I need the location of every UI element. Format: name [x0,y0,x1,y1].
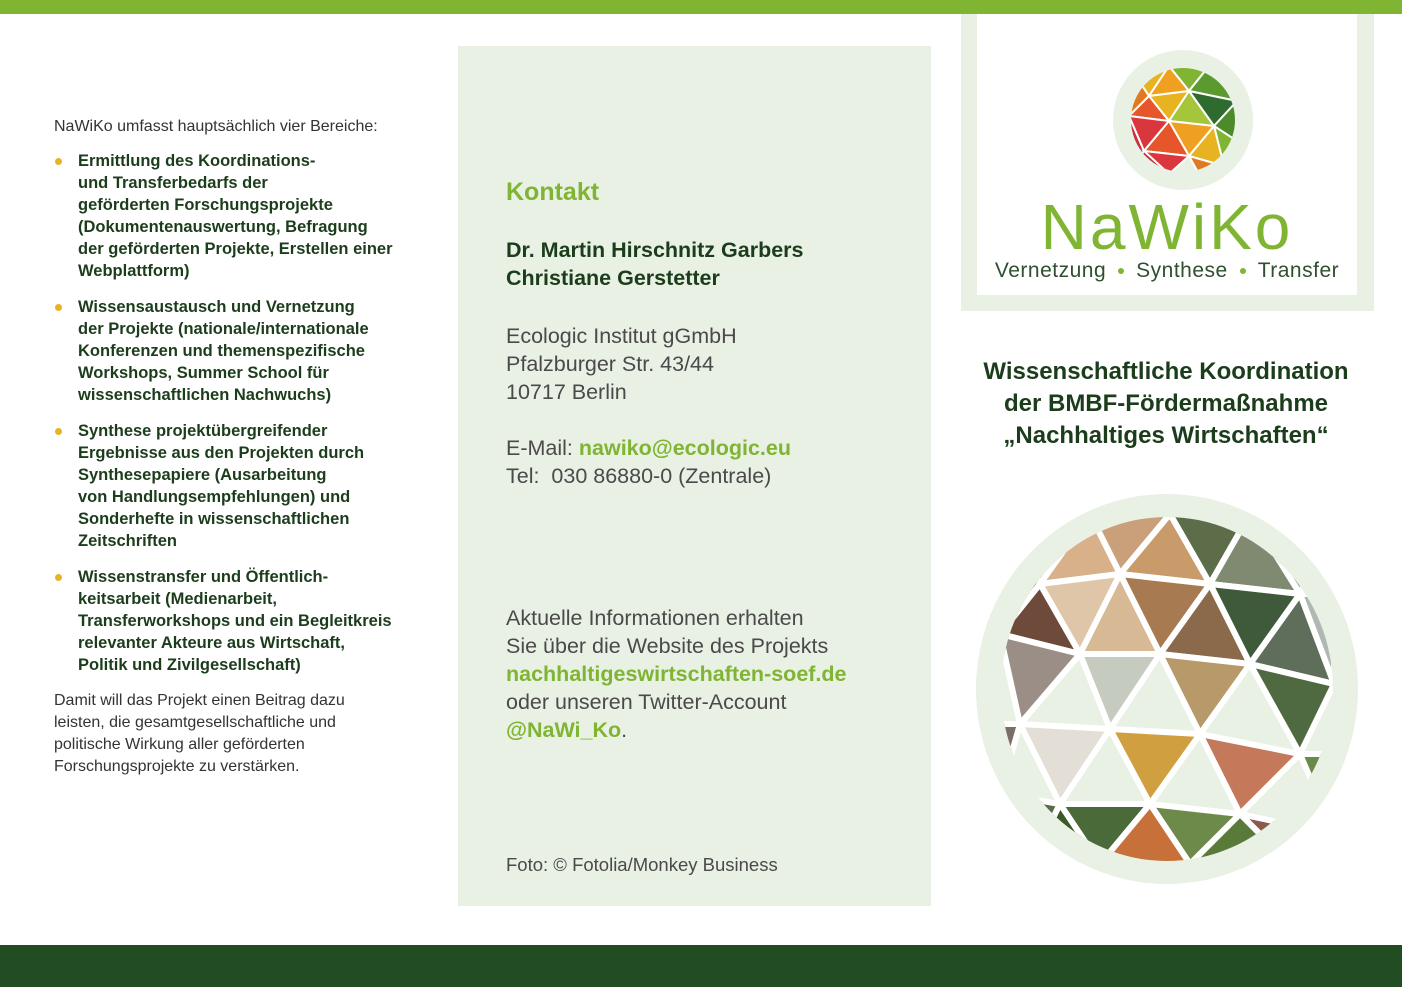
contact-panel [458,46,931,906]
email-link[interactable]: nawiko@ecologic.eu [578,436,791,460]
top-accent-bar [0,0,1402,14]
tagline-item: Vernetzung [994,259,1107,282]
list-item [54,296,424,406]
logo-box [961,14,1374,311]
email-label: E-Mail: [506,436,579,460]
tagline-dot-icon [1118,268,1124,274]
info-text [506,604,847,744]
twitter-suffix: . [621,718,628,742]
logo-card [977,14,1357,295]
list-item [54,420,424,552]
info-line: oder unseren Twitter-Account [506,690,787,714]
contact-person: Dr. Martin Hirschnitz Garbers [506,238,804,262]
info-line: Sie über die Website des Projekts [506,634,829,658]
page-title [966,356,1366,452]
postal-address [506,322,737,406]
tagline-item: Transfer [1257,259,1340,282]
list-item-text: Ermittlung des Koordinations- und Transferbedarfs der geförderten Forschungsprojekte (Dokumentenauswertung, Befragung der geförderten Projekte, Erstellen einer Webplattform) [78,152,393,280]
bullet-dot-icon [55,574,62,581]
title-line: Wissenschaftliche Koordination [983,358,1349,385]
brand-name: NaWiKo [1040,191,1294,263]
list-item-text: Wissenstransfer und Öffentlich- keitsarbeit (Medienarbeit, Transferworkshops und ein Begleitkreis relevanter Akteure aus Wirtschaft, Politik und Zivilgesellschaft) [78,568,392,674]
mosaic-photo [1000,514,1334,864]
contact-heading: Kontakt [506,178,600,206]
contact-lines [506,434,791,490]
photo-credit: Foto: © Fotolia/Monkey Business [506,854,778,875]
bullet-dot-icon [55,158,62,165]
website-link[interactable]: nachhaltigeswirtschaften-soef.de [506,662,847,686]
title-line: „Nachhaltiges Wirtschaften“ [1003,422,1329,449]
brand-tagline [977,259,1357,283]
address-line: Ecologic Institut gGmbH [506,324,737,348]
twitter-line [506,716,847,744]
list-item-text: Synthese projektübergreifender Ergebnisse aus den Projekten durch Synthesepapiere (Ausarbeitung von Handlungsempfehlungen) und Sonderhefte in wissenschaftlichen Zeitschriften [78,422,365,550]
twitter-link[interactable]: @NaWi_Ko [506,718,622,742]
intro-text: NaWiKo umfasst hauptsächlich vier Bereiche: [54,118,378,135]
email-line [506,434,791,462]
left-column [54,116,424,778]
contact-person: Christiane Gerstetter [506,266,720,290]
list-item [54,566,424,676]
contact-persons [506,236,804,292]
focus-area-list [54,150,424,676]
bullet-dot-icon [55,304,62,311]
nawiko-logo-icon [1129,66,1237,174]
phone-line: Tel: 030 86880-0 (Zentrale) [506,464,772,488]
title-line: der BMBF-Fördermaßnahme [1003,390,1329,417]
bottom-accent-bar [0,945,1402,987]
tagline-dot-icon [1240,268,1246,274]
tagline-item: Synthese [1136,259,1228,282]
list-item-text: Wissensaustausch und Vernetzung der Projekte (nationale/internationale Konferenzen und themenspezifische Workshops, Summer School für wissenschaftlichen Nachwuchs) [78,298,369,404]
address-line: 10717 Berlin [506,380,627,404]
closing-text: Damit will das Projekt einen Beitrag dazu leisten, die gesamtgesellschaftliche und politische Wirkung aller geförderten Forschungsprojekte zu verstärken. [54,692,345,775]
bullet-dot-icon [55,428,62,435]
address-line: Pfalzburger Str. 43/44 [506,352,714,376]
info-line: Aktuelle Informationen erhalten [506,606,804,630]
list-item [54,150,424,282]
